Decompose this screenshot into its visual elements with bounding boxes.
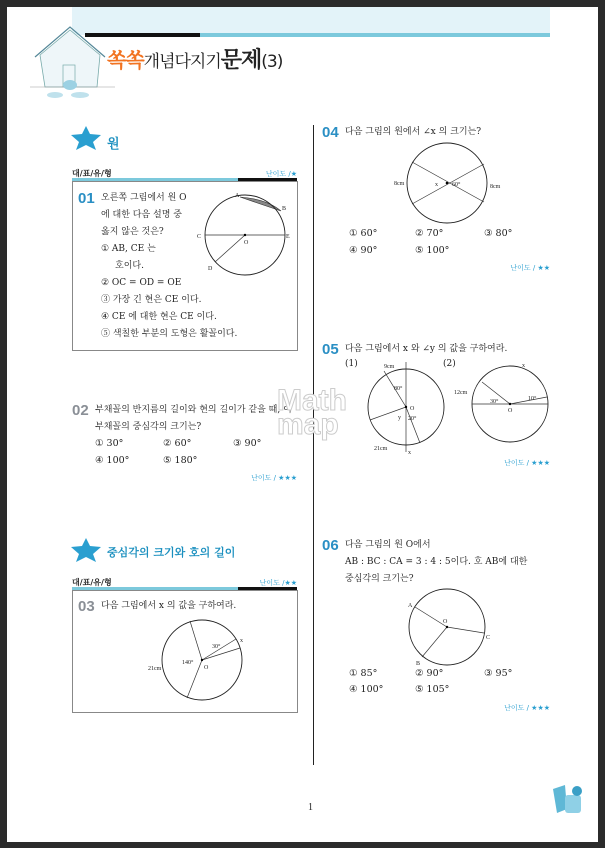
representative-label: 대/표/유/형: [72, 169, 112, 178]
length-label: 8cm: [490, 184, 501, 190]
circle-diagram-05-2: [452, 362, 552, 452]
choice: ⑤ 100°: [415, 245, 450, 256]
angle-label: 30°: [212, 644, 221, 650]
circle-diagram-03: [142, 612, 252, 707]
angle-label: 30°: [490, 399, 499, 405]
title-highlight: 쏙쏙: [107, 48, 144, 72]
text-line: 옳지 않은 것은?: [101, 227, 164, 237]
length-label: 21cm: [374, 446, 388, 452]
choice: ① 30°: [95, 438, 124, 449]
angle-label: 80°: [394, 386, 403, 392]
difficulty-label: 난이도 /★: [265, 170, 297, 178]
difficulty-label: 난이도 / ★★: [510, 264, 550, 272]
variable-label: x: [435, 182, 438, 188]
choice: ④ 90°: [349, 245, 378, 256]
question-number: 01: [78, 190, 95, 207]
choice: ① 85°: [349, 668, 378, 679]
page-title: [107, 43, 282, 74]
text-line: AB : BC : CA = 3 : 4 : 5이다. 호 AB에 대한: [345, 557, 528, 567]
header-band: [72, 7, 550, 35]
choice: ③ 80°: [484, 228, 513, 239]
choice: ⑤ 색칠한 부분의 도형은 활꼴이다.: [101, 329, 238, 339]
choice: ② 70°: [415, 228, 444, 239]
choice: ④ 100°: [95, 455, 130, 466]
choice: ② 90°: [415, 668, 444, 679]
star-icon: [70, 537, 102, 563]
text-line: 중심각의 크기는?: [345, 574, 414, 584]
choice: ① 60°: [349, 228, 378, 239]
length-label: 12cm: [454, 390, 468, 396]
title-suffix: (3): [261, 52, 283, 72]
label-D: D: [208, 266, 213, 272]
sub-label: (1): [345, 359, 358, 369]
label-C: C: [197, 234, 202, 240]
difficulty-label: 난이도 / ★★★: [251, 474, 297, 482]
section-title: 원: [107, 137, 120, 152]
circle-diagram-06: [402, 587, 497, 672]
label-A: A: [235, 193, 240, 199]
question-text: [95, 402, 292, 436]
choice: ⑤ 105°: [415, 684, 450, 695]
variable-label: x: [240, 638, 243, 644]
difficulty-label: 난이도 /★★: [259, 579, 297, 587]
label-E: E: [286, 234, 290, 240]
circle-diagram-04: [392, 140, 507, 230]
watermark: Math map: [277, 384, 347, 441]
question-text: 다음 그림에서 x 와 ∠y 의 값을 구하여라.: [345, 344, 508, 354]
label-B: B: [416, 661, 421, 667]
question-text: 다음 그림의 원에서 ∠x 의 크기는?: [345, 127, 482, 137]
choice: ② 60°: [163, 438, 192, 449]
question-number: 02: [72, 402, 89, 419]
choice: ③ 90°: [233, 438, 262, 449]
label-O: O: [204, 665, 209, 671]
choice: ③ 가장 긴 현은 CE 이다.: [101, 295, 202, 305]
angle-label: 20°: [408, 416, 417, 422]
label-O: O: [443, 619, 448, 625]
question-text: [345, 537, 527, 588]
text-line: 부채꼴의 중심각의 크기는?: [95, 422, 202, 432]
length-label: 9cm: [384, 364, 395, 370]
variable-label: y: [398, 415, 401, 421]
question-number: 06: [322, 537, 339, 554]
choice: ③ 95°: [484, 668, 513, 679]
house-illustration: [25, 15, 115, 100]
header-rule: [200, 33, 550, 37]
sub-label: (2): [443, 359, 456, 369]
length-label: 21cm: [148, 666, 162, 672]
angle-label: 60°: [452, 182, 461, 188]
page-number: 1: [308, 802, 313, 813]
choice: ④ 100°: [349, 684, 384, 695]
choice: ④ CE 에 대한 현은 CE 이다.: [101, 312, 217, 322]
label-A: A: [408, 603, 413, 609]
label-O: O: [410, 406, 415, 412]
section-title: 중심각의 크기와 호의 길이: [107, 546, 236, 559]
title-text: 개념다지기: [143, 52, 221, 72]
difficulty-label: 난이도 / ★★★: [504, 459, 550, 467]
circle-diagram-05-1: [362, 362, 452, 457]
angle-label: 140°: [182, 660, 194, 666]
label-C: C: [486, 635, 491, 641]
star-icon: [70, 125, 102, 151]
column-divider: [313, 125, 314, 765]
question-number: 04: [322, 124, 339, 141]
label-B: B: [282, 206, 287, 212]
difficulty-label: 난이도 / ★★★: [504, 704, 550, 712]
text-line: 부채꼴의 반지름의 길이와 현의 길이가 같을 때, 이: [95, 405, 292, 415]
mascot-icon: [549, 779, 589, 819]
choice: 호이다.: [115, 261, 144, 271]
text-line: 오른쪽 그림에서 원 O: [101, 193, 187, 203]
label-O: O: [508, 408, 513, 414]
choice: ① AB, CE 는: [101, 244, 156, 254]
worksheet-page: [7, 7, 598, 842]
circle-diagram-01: [195, 187, 295, 287]
question-number: 03: [78, 598, 95, 615]
choice: ② OC = OD = OE: [101, 278, 182, 288]
text-line: 에 대한 다음 설명 중: [101, 210, 182, 220]
variable-label: x: [522, 363, 525, 369]
angle-label: 10°: [528, 396, 537, 402]
choice: ⑤ 180°: [163, 455, 198, 466]
length-label: 8cm: [394, 181, 405, 187]
title-bold: 문제: [220, 48, 262, 73]
question-number: 05: [322, 341, 339, 358]
representative-label: 대/표/유/형: [72, 578, 112, 587]
label-O: O: [244, 240, 249, 246]
text-line: 다음 그림의 원 O에서: [345, 540, 431, 550]
question-text: 다음 그림에서 x 의 값을 구하여라.: [101, 601, 237, 611]
variable-label: x: [408, 450, 411, 456]
